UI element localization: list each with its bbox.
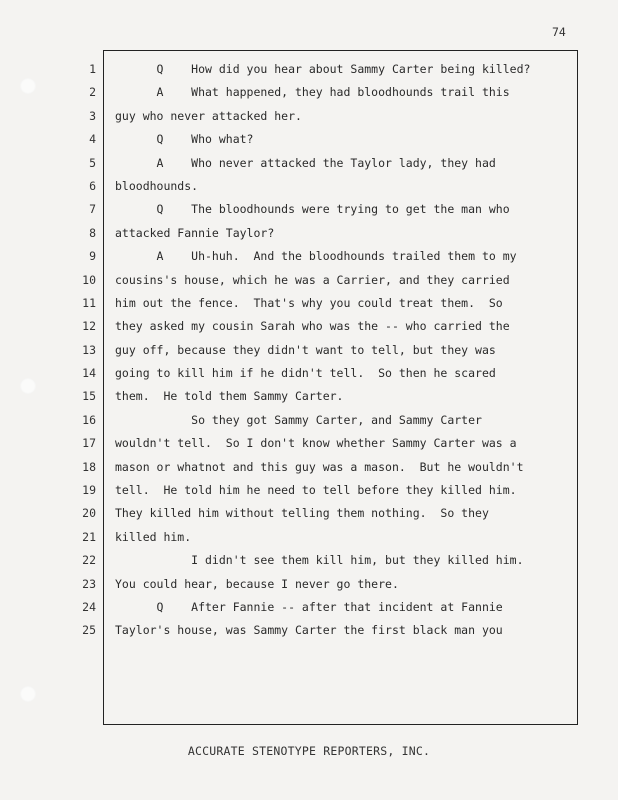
punch-hole-top — [20, 78, 36, 94]
line-number: 5 — [89, 155, 96, 170]
line-number: 19 — [82, 483, 96, 498]
line-number: 24 — [82, 599, 96, 614]
line-number: 14 — [82, 366, 96, 381]
transcript-line: So they got Sammy Carter, and Sammy Carter — [115, 412, 482, 427]
transcript-line: A Uh-huh. And the bloodhounds trailed them to my — [115, 249, 517, 264]
line-number: 4 — [89, 132, 96, 147]
transcript-line: killed him. — [115, 529, 192, 544]
line-number: 17 — [82, 436, 96, 451]
line-number: 9 — [89, 249, 96, 264]
line-number: 10 — [82, 272, 96, 287]
line-number: 8 — [89, 225, 96, 240]
transcript-line: guy off, because they didn't want to tell, but they was — [115, 342, 496, 357]
line-number: 3 — [89, 108, 96, 123]
transcript-line: Q How did you hear about Sammy Carter being killed? — [115, 62, 531, 76]
page-number: 74 — [552, 25, 566, 39]
transcript-line: they asked my cousin Sarah who was the -- who carried the — [115, 319, 510, 334]
line-number: 20 — [82, 506, 96, 521]
line-number: 1 — [89, 62, 96, 76]
line-number: 16 — [82, 412, 96, 427]
line-number: 18 — [82, 459, 96, 474]
punch-hole-middle — [20, 378, 36, 394]
line-number-column — [74, 58, 96, 643]
transcript-line: bloodhounds. — [115, 178, 199, 193]
transcript-line: him out the fence. That's why you could treat them. So — [115, 295, 503, 310]
transcript-line: A What happened, they had bloodhounds trail this — [115, 85, 510, 100]
transcript-line: You could hear, because I never go there. — [115, 576, 399, 591]
transcript-line: Q The bloodhounds were trying to get the man who — [115, 202, 510, 217]
transcript-line: guy who never attacked her. — [115, 108, 302, 123]
line-number: 15 — [82, 389, 96, 404]
transcript-line: mason or whatnot and this guy was a mason. But he wouldn't — [115, 459, 524, 474]
line-number: 11 — [82, 295, 96, 310]
line-number: 2 — [89, 85, 96, 100]
line-number: 22 — [82, 553, 96, 568]
line-number: 23 — [82, 576, 96, 591]
line-number: 6 — [89, 178, 96, 193]
transcript-line: wouldn't tell. So I don't know whether Sammy Carter was a — [115, 436, 517, 451]
transcript-line: Q Who what? — [115, 132, 254, 147]
transcript-line: attacked Fannie Taylor? — [115, 225, 275, 240]
punch-hole-bottom — [20, 686, 36, 702]
transcript-line: Q After Fannie -- after that incident at Fannie — [115, 599, 503, 614]
line-number: 7 — [89, 202, 96, 217]
transcript-line: them. He told them Sammy Carter. — [115, 389, 344, 404]
transcript-line: Taylor's house, was Sammy Carter the first black man you — [115, 623, 503, 638]
line-number: 25 — [82, 623, 96, 638]
transcript-body — [115, 58, 570, 643]
transcript-line: They killed him without telling them nothing. So they — [115, 506, 489, 521]
line-number: 13 — [82, 342, 96, 357]
footer-reporter-name: ACCURATE STENOTYPE REPORTERS, INC. — [187, 744, 431, 758]
line-number: 21 — [82, 529, 96, 544]
line-number: 12 — [82, 319, 96, 334]
transcript-line: A Who never attacked the Taylor lady, they had — [115, 155, 496, 170]
transcript-line: cousins's house, which he was a Carrier, and they carried — [115, 272, 510, 287]
transcript-line: tell. He told him he need to tell before they killed him. — [115, 483, 517, 498]
transcript-line: I didn't see them kill him, but they killed him. — [115, 553, 524, 568]
transcript-line: going to kill him if he didn't tell. So then he scared — [115, 366, 496, 381]
